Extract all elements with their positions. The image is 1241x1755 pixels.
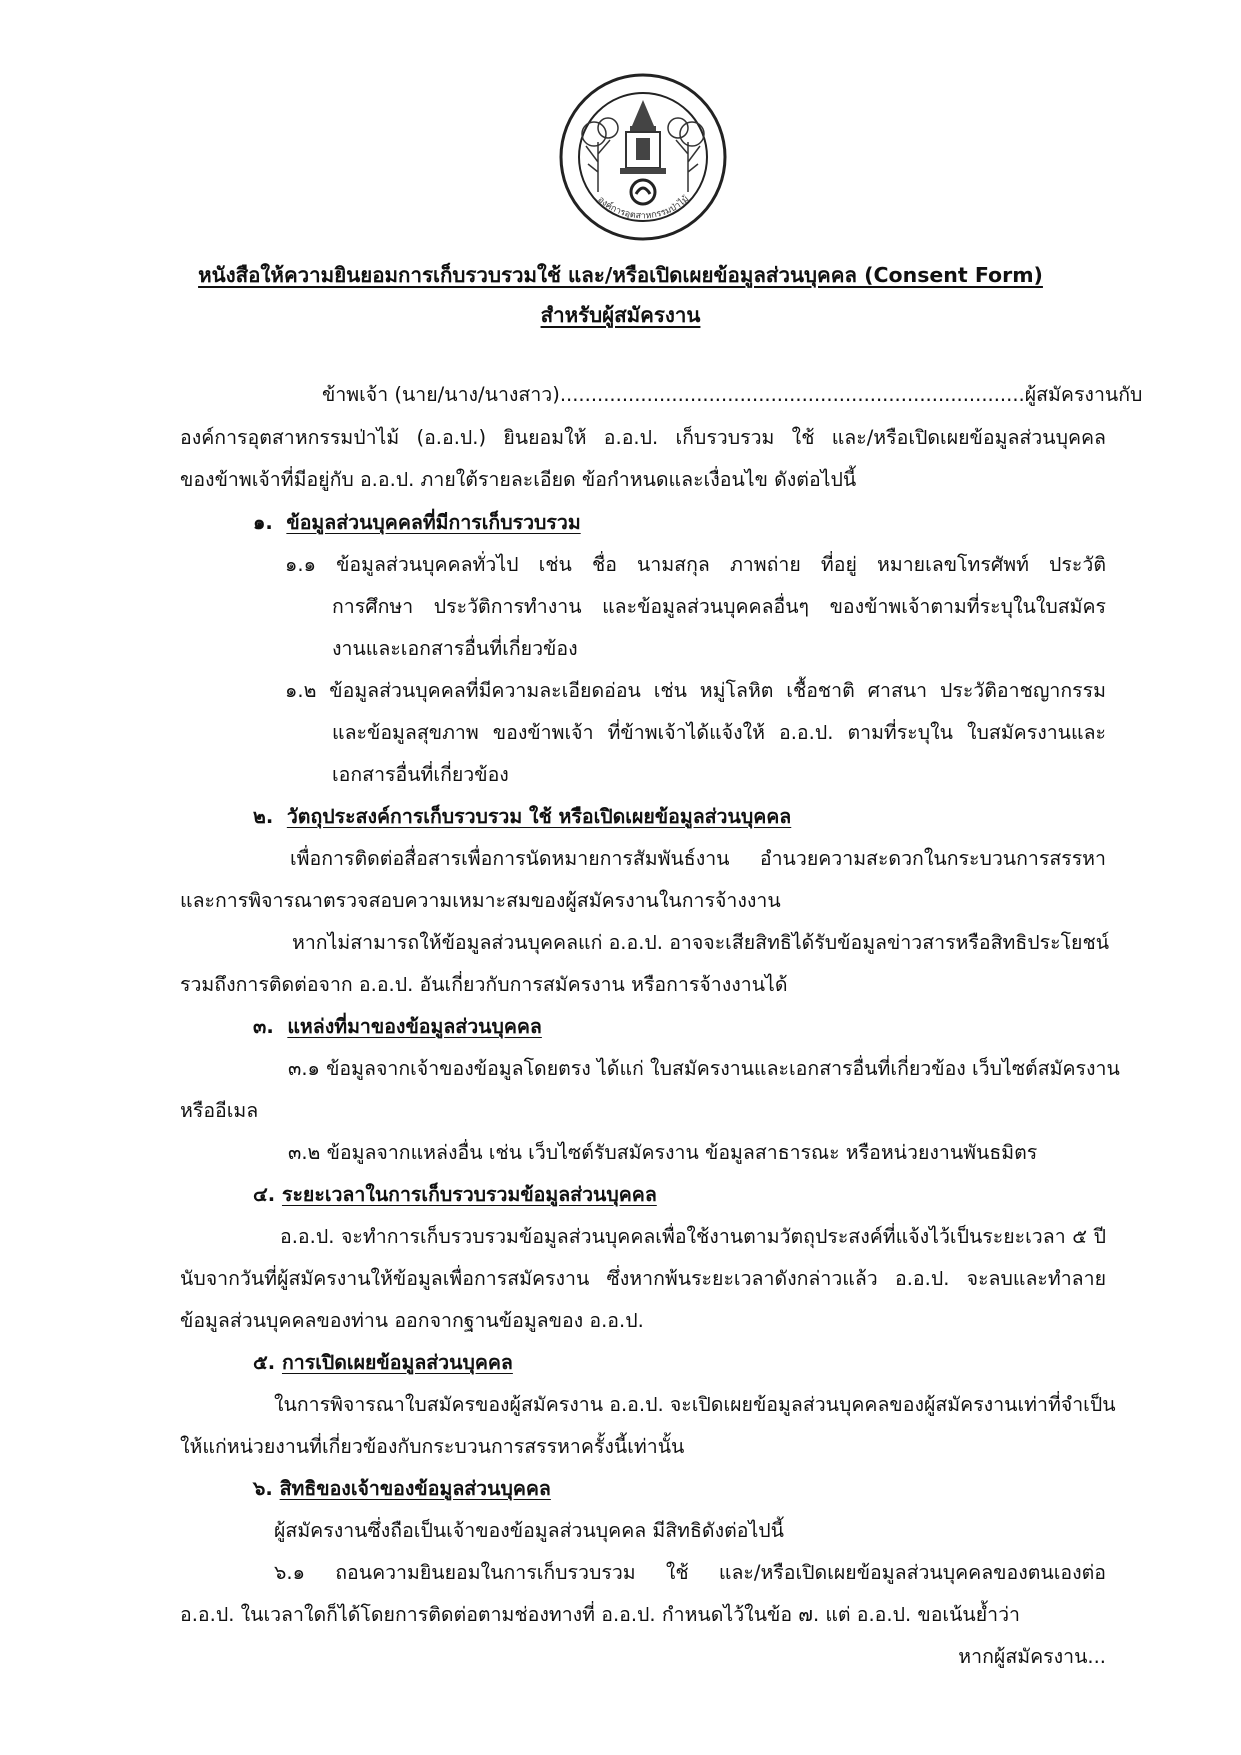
section-2-number: ๒. xyxy=(253,805,274,828)
section-5-number: ๕. xyxy=(253,1351,276,1374)
s5-p1-line-1: ในการพิจารณาใบสมัครของผู้สมัครงาน อ.อ.ป. จะเปิดเผยข้อมูลส่วนบุคคลของผู้สมัครงานเท่าที่จำเป็น xyxy=(274,1393,1116,1416)
section-1-title: ข้อมูลส่วนบุคคลที่มีการเก็บรวบรวม xyxy=(286,511,581,534)
section-4-title: ระยะเวลาในการเก็บรวบรวมข้อมูลส่วนบุคคล xyxy=(281,1183,657,1206)
s1-p1-line-1: ๑.๑ ข้อมูลส่วนบุคคลทั่วไป เช่น ชื่อ นามสกุล ภาพถ่าย ที่อยู่ หมายเลขโทรศัพท์ ประวัติ xyxy=(285,553,1106,576)
s3-p1-line-1: ๓.๑ ข้อมูลจากเจ้าของข้อมูลโดยตรง ได้แก่ ใบสมัครงานและเอกสารอื่นที่เกี่ยวข้อง เว็บไซต์สมัครงาน xyxy=(288,1057,1120,1080)
s2-p2-line-1: หากไม่สามารถให้ข้อมูลส่วนบุคคลแก่ อ.อ.ป. อาจจะเสียสิทธิได้รับข้อมูลข่าวสารหรือสิทธิประโยชน์ xyxy=(292,931,1110,954)
section-3-title: แหล่งที่มาของข้อมูลส่วนบุคคล xyxy=(287,1015,542,1038)
intro-line-2: องค์การอุตสาหกรรมป่าไม้ (อ.อ.ป.) ยินยอมให้ อ.อ.ป. เก็บรวบรวม ใช้ และ/หรือเปิดเผยข้อมูลส่วนบุคคล xyxy=(180,426,1106,449)
s6-p1-line-2: อ.อ.ป. ในเวลาใดก็ได้โดยการติดต่อตามช่องทางที่ อ.อ.ป. กำหนดไว้ในข้อ ๗. แต่ อ.อ.ป. ขอเน้นย้ำว่า xyxy=(180,1603,1021,1626)
s1-p1-line-2: การศึกษา ประวัติการทำงาน และข้อมูลส่วนบุคคลอื่นๆ ของข้าพเจ้าตามที่ระบุในใบสมัคร xyxy=(332,595,1106,618)
seal-ring-text: องค์การอุตสาหกรรมป่าไม้ xyxy=(595,194,692,222)
s2-p2-line-2: รวมถึงการติดต่อจาก อ.อ.ป. อันเกี่ยวกับการสมัครงาน หรือการจ้างงานได้ xyxy=(180,973,788,996)
section-6-number: ๖. xyxy=(253,1477,273,1500)
document-subtitle: สำหรับผู้สมัครงาน xyxy=(540,303,701,327)
section-5-title: การเปิดเผยข้อมูลส่วนบุคคล xyxy=(281,1351,513,1374)
s3-p2: ๓.๒ ข้อมูลจากแหล่งอื่น เช่น เว็บไซต์รับสมัครงาน ข้อมูลสาธารณะ หรือหน่วยงานพันธมิตร xyxy=(288,1141,1038,1164)
svg-text:องค์การอุตสาหกรรมป่าไม้ xyxy=(595,193,691,221)
s4-p1-line-2: นับจากวันที่ผู้สมัครงานให้ข้อมูลเพื่อการสมัครงาน ซึ่งหากพ้นระยะเวลาดังกล่าวแล้ว อ.อ.ป. จะลบและทำลาย xyxy=(180,1267,1106,1290)
s1-p2-line-2: และข้อมูลสุขภาพ ของข้าพเจ้า ที่ข้าพเจ้าได้แจ้งให้ อ.อ.ป. ตามที่ระบุใน ใบสมัครงานและ xyxy=(332,721,1106,744)
s1-p2-line-1: ๑.๒ ข้อมูลส่วนบุคคลที่มีความละเอียดอ่อน เช่น หมู่โลหิต เชื้อชาติ ศาสนา ประวัติอาชญากรรม xyxy=(285,679,1106,702)
intro-line-3: ของข้าพเจ้าที่มีอยู่กับ อ.อ.ป. ภายใต้รายละเอียด ข้อกำหนดและเงื่อนไข ดังต่อไปนี้ xyxy=(180,468,857,491)
section-2-heading xyxy=(253,800,791,834)
s5-p1-line-2: ให้แก่หน่วยงานที่เกี่ยวข้องกับกระบวนการสรรหาครั้งนี้เท่านั้น xyxy=(180,1435,685,1458)
s4-p1-line-3: ข้อมูลส่วนบุคคลของท่าน ออกจากฐานข้อมูลของ อ.อ.ป. xyxy=(180,1309,644,1332)
s1-p1-line-3: งานและเอกสารอื่นที่เกี่ยวข้อง xyxy=(332,637,578,660)
intro-line-1: ข้าพเจ้า (นาย/นาง/นางสาว)...........................................................................ผู้สมัครงานกับ xyxy=(322,383,1143,406)
continuation-text: หากผู้สมัครงาน... xyxy=(958,1645,1106,1668)
s4-p1-line-1: อ.อ.ป. จะทำการเก็บรวบรวมข้อมูลส่วนบุคคลเพื่อใช้งานตามวัตถุประสงค์ที่แจ้งไว้เป็นระยะเวลา ๕ ปี xyxy=(280,1225,1106,1248)
section-4-heading xyxy=(253,1178,657,1212)
section-3-number: ๓. xyxy=(253,1015,274,1038)
section-6-title: สิทธิของเจ้าของข้อมูลส่วนบุคคล xyxy=(279,1477,551,1500)
s6-p1-line-1: ๖.๑ ถอนความยินยอมในการเก็บรวบรวม ใช้ และ/หรือเปิดเผยข้อมูลส่วนบุคคลของตนเองต่อ xyxy=(274,1561,1106,1584)
section-6-heading xyxy=(253,1472,551,1506)
organization-seal-logo xyxy=(558,72,728,242)
s1-p2-line-3: เอกสารอื่นที่เกี่ยวข้อง xyxy=(332,763,509,786)
s2-p1-line-1: เพื่อการติดต่อสื่อสารเพื่อการนัดหมายการสัมพันธ์งาน อำนวยความสะดวกในกระบวนการสรรหา xyxy=(290,847,1106,870)
s6-intro: ผู้สมัครงานซึ่งถือเป็นเจ้าของข้อมูลส่วนบุคคล มีสิทธิดังต่อไปนี้ xyxy=(274,1519,784,1542)
document-title: หนังสือให้ความยินยอมการเก็บรวบรวมใช้ และ/หรือเปิดเผยข้อมูลส่วนบุคคล (Consent Form) xyxy=(198,263,1043,287)
s2-p1-line-2: และการพิจารณาตรวจสอบความเหมาะสมของผู้สมัครงานในการจ้างงาน xyxy=(180,889,781,912)
section-4-number: ๔. xyxy=(253,1183,276,1206)
section-1-heading xyxy=(253,506,581,540)
section-5-heading xyxy=(253,1346,513,1380)
s3-p1-line-2: หรืออีเมล xyxy=(180,1099,259,1122)
section-1-number: ๑. xyxy=(253,511,273,534)
section-2-title: วัตถุประสงค์การเก็บรวบรวม ใช้ หรือเปิดเผยข้อมูลส่วนบุคคล xyxy=(286,805,792,828)
section-3-heading xyxy=(253,1010,542,1044)
